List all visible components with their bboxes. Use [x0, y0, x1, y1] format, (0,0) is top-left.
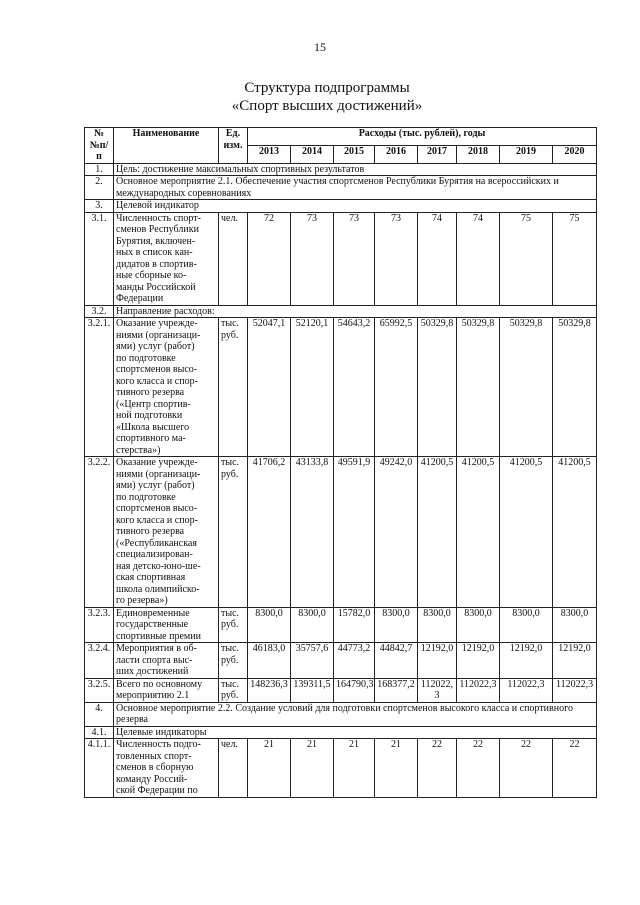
header-year: 2018 [457, 145, 500, 163]
page-number: 15 [314, 40, 326, 54]
value-cell: 41200,5 [500, 457, 553, 608]
value-cell: 21 [375, 739, 418, 798]
table-row [85, 457, 597, 608]
row-name: Всего по основному мероприятию 2.1 [114, 678, 219, 702]
header-expenses: Расходы (тыс. рублей), годы [248, 128, 597, 146]
value-cell: 41200,5 [418, 457, 457, 608]
row-name: Оказание учрежде- ниями (организаци- ями) услуг (работ) по подготовке спортсменов высо- кого класса и спор- тивного резерва («Центр спортив- ной подготовки «Школа высшего спортивного ма- стерства») [114, 318, 219, 457]
row-number: 2. [85, 176, 114, 200]
row-number: 3.2.4. [85, 643, 114, 679]
value-cell: 22 [418, 739, 457, 798]
value-cell: 50329,8 [553, 318, 597, 457]
value-cell: 148236,3 [248, 678, 291, 702]
row-number: 3.1. [85, 212, 114, 305]
value-cell: 8300,0 [500, 607, 553, 643]
title-line-1: Структура подпрограммы [244, 80, 410, 96]
section-row [85, 305, 597, 318]
section-row [85, 200, 597, 213]
value-cell: 21 [334, 739, 375, 798]
row-number: 3.2.3. [85, 607, 114, 643]
value-cell: 22 [500, 739, 553, 798]
value-cell: 112022, 3 [418, 678, 457, 702]
row-number: 4. [85, 702, 114, 726]
value-cell: 52120,1 [291, 318, 334, 457]
value-cell: 22 [553, 739, 597, 798]
table-row [85, 678, 597, 702]
value-cell: 46183,0 [248, 643, 291, 679]
section-text: Основное мероприятие 2.2. Создание условий для подготовки спортсменов высокого класса и спортивного резерва [114, 702, 597, 726]
section-row [85, 702, 597, 726]
value-cell: 21 [248, 739, 291, 798]
row-name: Численность спорт- сменов Республики Бурятия, включен- ных в список кан- дидатов в спортив- ные сборные ко- манды Российской Федерации [114, 212, 219, 305]
value-cell: 49591,9 [334, 457, 375, 608]
value-cell: 22 [457, 739, 500, 798]
value-cell: 112022,3 [457, 678, 500, 702]
value-cell: 41200,5 [553, 457, 597, 608]
subprogram-structure-table [84, 127, 597, 798]
header-year: 2020 [553, 145, 597, 163]
row-number: 3.2.2. [85, 457, 114, 608]
row-unit: чел. [219, 212, 248, 305]
header-year: 2019 [500, 145, 553, 163]
value-cell: 50329,8 [500, 318, 553, 457]
document-title [0, 79, 640, 115]
header-unit: Ед. изм. [219, 128, 248, 164]
value-cell: 74 [418, 212, 457, 305]
table-row [85, 643, 597, 679]
value-cell: 112022,3 [500, 678, 553, 702]
header-year: 2015 [334, 145, 375, 163]
row-unit: тыс. руб. [219, 318, 248, 457]
header-year: 2016 [375, 145, 418, 163]
value-cell: 168377,2 [375, 678, 418, 702]
value-cell: 50329,8 [418, 318, 457, 457]
row-number: 3.2.5. [85, 678, 114, 702]
row-number: 4.1. [85, 726, 114, 739]
row-name: Численность подго- товленных спорт- сменов в сборную команду Россий- ской Федерации по [114, 739, 219, 798]
value-cell: 35757,6 [291, 643, 334, 679]
section-row [85, 176, 597, 200]
value-cell: 43133,8 [291, 457, 334, 608]
row-number: 4.1.1. [85, 739, 114, 798]
section-text: Основное мероприятие 2.1. Обеспечение участия спортсменов Республики Бурятия на всероссийских и международных соревнованиях [114, 176, 597, 200]
row-unit: тыс. руб. [219, 643, 248, 679]
value-cell: 65992,5 [375, 318, 418, 457]
value-cell: 44773,2 [334, 643, 375, 679]
value-cell: 52047,1 [248, 318, 291, 457]
table-row [85, 318, 597, 457]
value-cell: 164790,3 [334, 678, 375, 702]
row-number: 3.2.1. [85, 318, 114, 457]
value-cell: 112022,3 [553, 678, 597, 702]
header-name: Наименование [114, 128, 219, 164]
value-cell: 54643,2 [334, 318, 375, 457]
section-text: Направление расходов: [114, 305, 597, 318]
row-unit: тыс. руб. [219, 607, 248, 643]
value-cell: 73 [375, 212, 418, 305]
value-cell: 73 [291, 212, 334, 305]
table-row [85, 739, 597, 798]
table-row [85, 607, 597, 643]
value-cell: 8300,0 [291, 607, 334, 643]
value-cell: 75 [553, 212, 597, 305]
value-cell: 15782,0 [334, 607, 375, 643]
row-unit: тыс. руб. [219, 678, 248, 702]
row-number: 1. [85, 163, 114, 176]
value-cell: 12192,0 [457, 643, 500, 679]
header-num: № №п/п [85, 128, 114, 164]
value-cell: 8300,0 [553, 607, 597, 643]
table-row [85, 212, 597, 305]
value-cell: 41200,5 [457, 457, 500, 608]
section-text: Цель: достижение максимальных спортивных результатов [114, 163, 597, 176]
value-cell: 44842,7 [375, 643, 418, 679]
value-cell: 72 [248, 212, 291, 305]
section-row [85, 163, 597, 176]
header-year: 2017 [418, 145, 457, 163]
value-cell: 21 [291, 739, 334, 798]
row-number: 3. [85, 200, 114, 213]
row-name: Оказание учрежде- ниями (организаци- ями) услуг (работ) по подготовке спортсменов высо- кого класса и спор- тивного резерва («Республиканская специализирован- ная детско-юно-ше- ская спортивная школа олимпийско- го резерва») [114, 457, 219, 608]
row-name: Единовременные государственные спортивные премии [114, 607, 219, 643]
value-cell: 8300,0 [248, 607, 291, 643]
value-cell: 8300,0 [457, 607, 500, 643]
value-cell: 139311,5 [291, 678, 334, 702]
row-unit: чел. [219, 739, 248, 798]
value-cell: 73 [334, 212, 375, 305]
value-cell: 75 [500, 212, 553, 305]
header-year: 2014 [291, 145, 334, 163]
section-row [85, 726, 597, 739]
value-cell: 50329,8 [457, 318, 500, 457]
value-cell: 12192,0 [500, 643, 553, 679]
table-body [85, 163, 597, 797]
section-text: Целевые индикаторы [114, 726, 597, 739]
row-name: Мероприятия в об- ласти спорта выс- ших достижений [114, 643, 219, 679]
value-cell: 49242,0 [375, 457, 418, 608]
value-cell: 41706,2 [248, 457, 291, 608]
title-line-2: «Спорт высших достижений» [231, 98, 423, 114]
value-cell: 8300,0 [375, 607, 418, 643]
row-number: 3.2. [85, 305, 114, 318]
value-cell: 12192,0 [553, 643, 597, 679]
value-cell: 74 [457, 212, 500, 305]
value-cell: 12192,0 [418, 643, 457, 679]
section-text: Целевой индикатор [114, 200, 597, 213]
row-unit: тыс. руб. [219, 457, 248, 608]
header-year: 2013 [248, 145, 291, 163]
value-cell: 8300,0 [418, 607, 457, 643]
